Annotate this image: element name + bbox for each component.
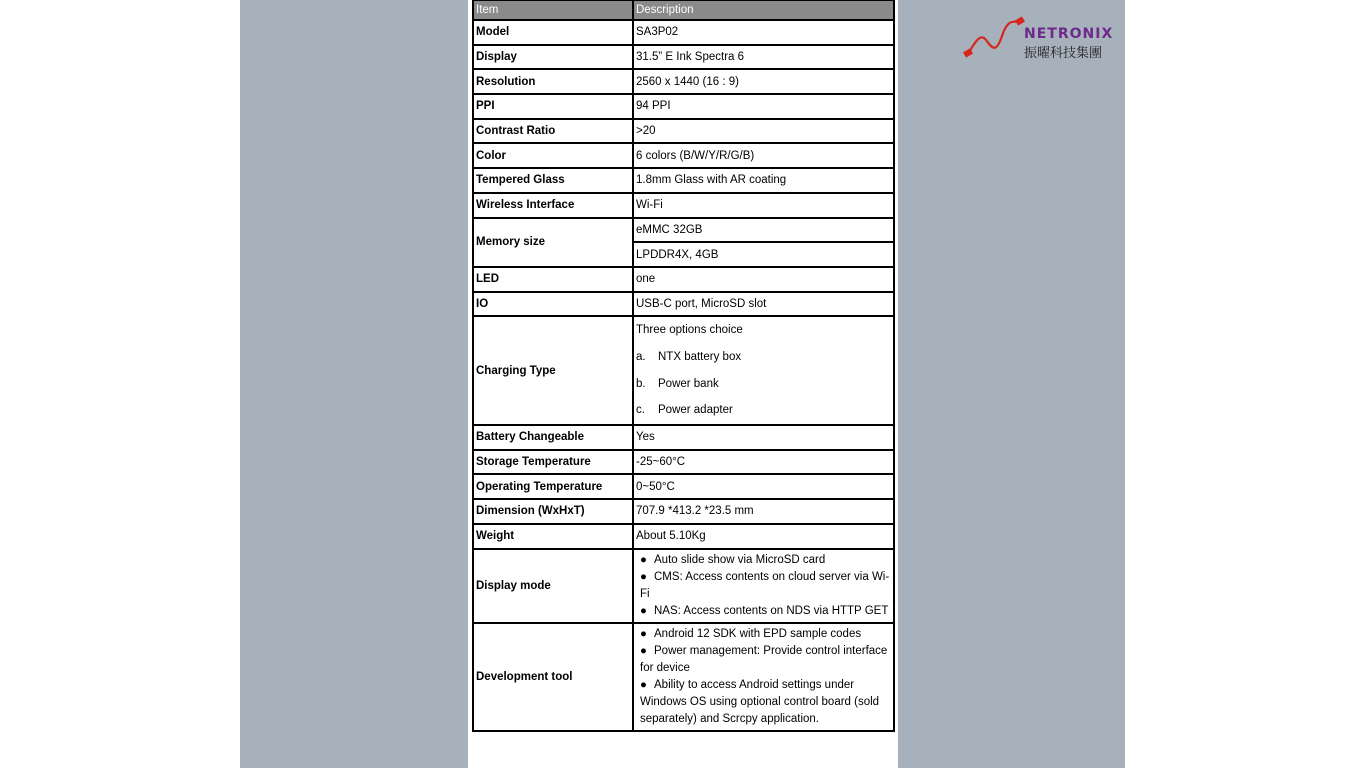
bullet-icon: ● [640, 604, 647, 617]
logo-name-zh: 振曜科技集團 [1024, 46, 1103, 61]
table-row [473, 193, 894, 218]
option-marker: c. [636, 404, 645, 417]
row-label: Display [473, 45, 633, 70]
table-row [473, 218, 894, 243]
row-value: Yes [633, 425, 894, 450]
row-value: SA3P02 [633, 20, 894, 45]
row-value: LPDDR4X, 4GB [633, 242, 894, 267]
table-row [473, 69, 894, 94]
row-label: Contrast Ratio [473, 119, 633, 144]
option-marker: a. [636, 350, 646, 363]
table-row [473, 474, 894, 499]
header-item: Item [473, 0, 633, 20]
logo-name-en: NETRONIX [1024, 26, 1114, 42]
row-label: Color [473, 143, 633, 168]
table-row [473, 20, 894, 45]
row-value: 2560 x 1440 (16 : 9) [633, 69, 894, 94]
row-label: Display mode [473, 549, 633, 623]
row-label: Model [473, 20, 633, 45]
list-item: ● NAS: Access contents on NDS via HTTP GET [640, 603, 891, 620]
option-marker: b. [636, 377, 646, 390]
list-item: ● CMS: Access contents on cloud server via Wi-Fi [640, 570, 890, 600]
charging-intro: Three options choice [636, 324, 743, 337]
bullet-icon: ● [640, 570, 647, 583]
row-label: Wireless Interface [473, 193, 633, 218]
bullet-icon: ● [640, 627, 647, 640]
row-label: Charging Type [473, 316, 633, 425]
display-mode-list [633, 549, 894, 623]
charging-options [633, 316, 894, 425]
row-label: Memory size [473, 218, 633, 267]
table-row [473, 119, 894, 144]
row-value: 6 colors (B/W/Y/R/G/B) [633, 143, 894, 168]
row-label: Development tool [473, 623, 633, 731]
charging-option [636, 344, 891, 371]
row-label: Storage Temperature [473, 450, 633, 475]
row-value: 94 PPI [633, 94, 894, 119]
row-label: LED [473, 267, 633, 292]
charging-option [636, 397, 891, 424]
table-row [473, 425, 894, 450]
table-row [473, 267, 894, 292]
table-row [473, 623, 894, 731]
row-value: eMMC 32GB [633, 218, 894, 243]
bullet-icon: ● [640, 644, 647, 657]
row-value: 0~50°C [633, 474, 894, 499]
bullet-icon: ● [640, 678, 647, 691]
row-label: Dimension (WxHxT) [473, 499, 633, 524]
row-label: Weight [473, 524, 633, 549]
row-label: Tempered Glass [473, 168, 633, 193]
row-value: 31.5” E Ink Spectra 6 [633, 45, 894, 70]
table-row [473, 450, 894, 475]
list-item: ● Ability to access Android settings under Windows OS using optional control board (sold separately) and Scrcpy application. [640, 678, 880, 725]
bullet-icon: ● [640, 553, 647, 566]
row-label: PPI [473, 94, 633, 119]
list-item: ● Auto slide show via MicroSD card [640, 552, 891, 569]
option-text: Power bank [658, 377, 719, 390]
table-row [473, 292, 894, 317]
development-tool-list [633, 623, 894, 731]
option-text: Power adapter [658, 404, 733, 417]
option-text: NTX battery box [658, 350, 742, 363]
row-value: About 5.10Kg [633, 524, 894, 549]
left-gray-margin [240, 0, 468, 768]
row-value: one [633, 267, 894, 292]
spec-table [472, 0, 895, 732]
table-row [473, 316, 894, 425]
row-label: Battery Changeable [473, 425, 633, 450]
list-item: ● Android 12 SDK with EPD sample codes [640, 626, 891, 643]
table-row [473, 499, 894, 524]
row-label: IO [473, 292, 633, 317]
list-item: ● Power management: Provide control interface for device [640, 644, 888, 674]
row-value: -25~60°C [633, 450, 894, 475]
row-value: >20 [633, 119, 894, 144]
table-row [473, 549, 894, 623]
row-value: USB-C port, MicroSD slot [633, 292, 894, 317]
table-row [473, 168, 894, 193]
row-value: Wi-Fi [633, 193, 894, 218]
charging-option [636, 371, 891, 398]
right-gray-margin [898, 0, 1125, 768]
table-row [473, 45, 894, 70]
table-row [473, 143, 894, 168]
row-label: Resolution [473, 69, 633, 94]
header-description: Description [633, 0, 894, 20]
table-row [473, 94, 894, 119]
row-label: Operating Temperature [473, 474, 633, 499]
row-value: 707.9 *413.2 *23.5 mm [633, 499, 894, 524]
table-header-row [473, 0, 894, 20]
row-value: 1.8mm Glass with AR coating [633, 168, 894, 193]
table-row [473, 524, 894, 549]
